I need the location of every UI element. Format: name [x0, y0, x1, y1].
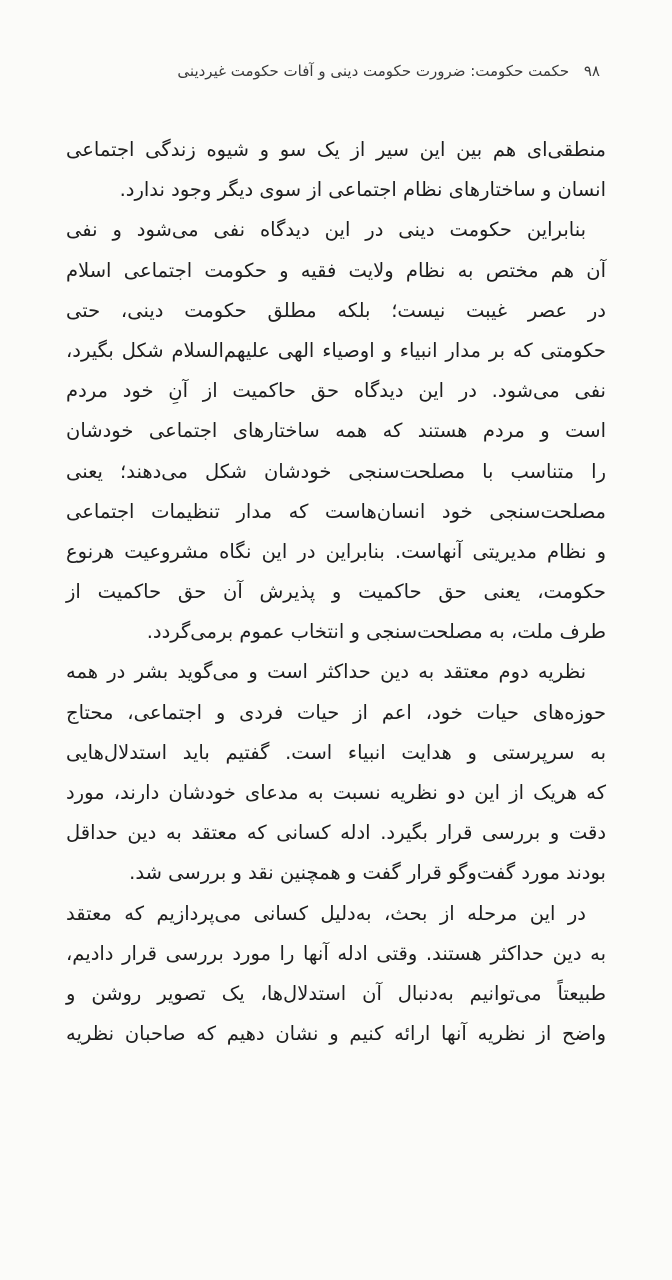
- page-number: ۹۸: [583, 62, 600, 80]
- body-text: [66, 130, 606, 1054]
- paragraph-start-line: در این مرحله از بحث، به‌دلیل کسانی می‌پردازیم که معتقد: [66, 901, 586, 925]
- text-line: انسان و ساختارهای نظام اجتماعی از سوی دیگر وجود ندارد.: [119, 178, 606, 202]
- paragraph-start-line: نظریه دوم معتقد به دین حداکثر است و می‌گوید بشر در همه: [66, 660, 586, 684]
- text-line: مصلحت‌سنجی خود انسان‌هاست که مدار تنظیمات اجتماعی: [66, 499, 606, 523]
- text-line: واضح از نظریه آنها ارائه کنیم و نشان دهیم که صاحبان نظریه: [66, 1022, 606, 1046]
- running-title: حکمت حکومت: ضرورت حکومت دینی و آفات حکومت غیردینی: [177, 62, 570, 80]
- text-line: طرف ملت، به مصلحت‌سنجی و انتخاب عموم برمی‌گردد.: [146, 620, 606, 644]
- text-line: نفی می‌شود. در این دیدگاه حق حاکمیت از آنِ خود مردم: [66, 379, 606, 403]
- text-line: و نظام مدیریتی آنهاست. بنابراین در این نگاه مشروعیت هرنوع: [66, 539, 606, 563]
- text-line: در عصر غیبت نیست؛ بلکه مطلق حکومت دینی، حتی: [66, 298, 606, 322]
- text-line: به سرپرستی و هدایت انبیاء است. گفتیم باید استدلال‌هایی: [66, 740, 606, 764]
- text-line: به دین حداکثر هستند. وقتی ادله آنها را مورد بررسی قرار دادیم،: [66, 941, 606, 965]
- paragraph-start-line: بنابراین حکومت دینی در این دیدگاه نفی می‌شود و نفی: [66, 218, 586, 242]
- text-line: را متناسب با مصلحت‌سنجی خودشان شکل می‌دهند؛ یعنی: [66, 459, 606, 483]
- text-line: حکومتی که بر مدار انبیاء و اوصیاء الهی علیهم‌السلام شکل بگیرد،: [66, 338, 606, 362]
- text-line: است و مردم هستند که همه ساختارهای اجتماعی خودشان: [66, 419, 606, 443]
- text-line: منطقی‌ای هم بین این سیر از یک سو و شیوه زندگی اجتماعی: [66, 138, 606, 161]
- text-line: آن هم مختص به نظام ولایت فقیه و حکومت اجتماعی اسلام: [66, 258, 606, 282]
- text-line: حوزه‌های حیات خود، اعم از حیات فردی و اجتماعی، محتاج: [66, 700, 606, 724]
- text-line: که هریک از این دو نظریه نسبت به مدعای خودشان دارند، مورد: [66, 781, 606, 804]
- text-line: دقت و بررسی قرار بگیرد. ادله کسانی که معتقد به دین حداقل: [66, 821, 606, 845]
- text-line: طبیعتاً می‌توانیم به‌دنبال آن استدلال‌ها، یک تصویر روشن و: [66, 981, 606, 1005]
- text-line: حکومت، یعنی حق حاکمیت و پذیرش آن حق حاکمیت از: [66, 580, 606, 604]
- text-line: بودند مورد گفت‌وگو قرار گفت و همچنین نقد و بررسی شد.: [129, 861, 606, 885]
- running-header: [80, 62, 600, 80]
